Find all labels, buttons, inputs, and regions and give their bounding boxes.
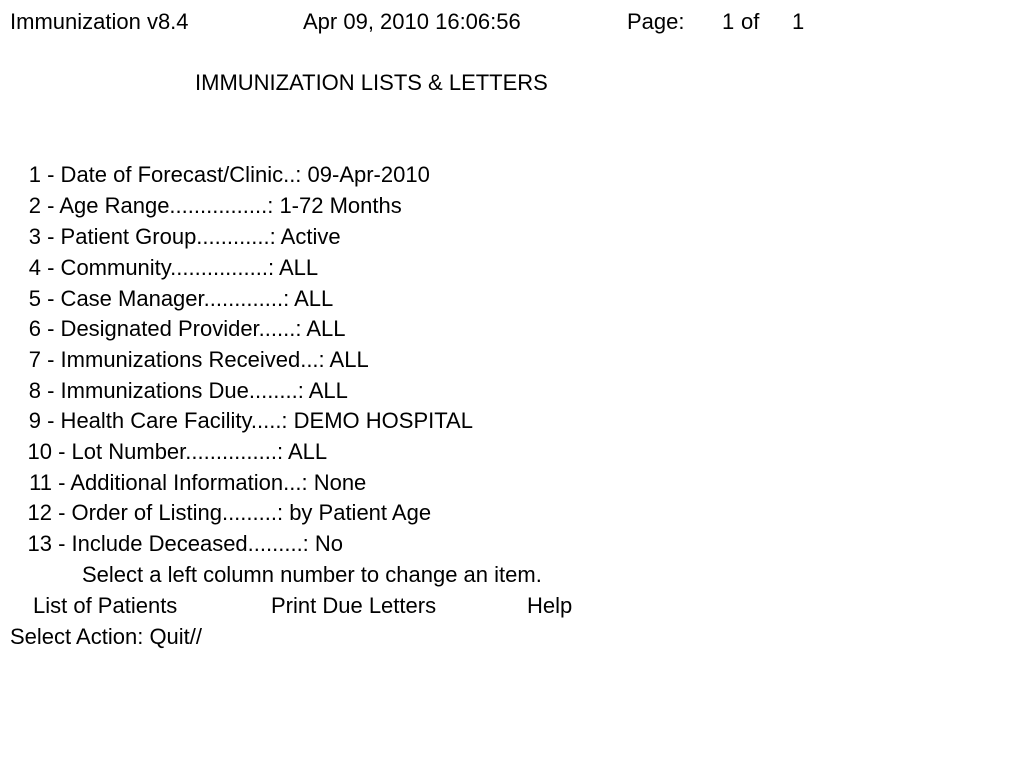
item-number: 8 [28,378,41,403]
item-text: - Case Manager.............: ALL [41,286,334,311]
menu-item-designated-provider[interactable] [0,316,346,342]
item-number: 1 [28,162,41,187]
item-text: - Immunizations Due........: ALL [41,378,348,403]
print-due-letters-action[interactable]: Print Due Letters [271,593,437,618]
item-text: - Designated Provider......: ALL [41,316,346,341]
menu-item-age-range[interactable] [0,193,402,219]
page-title: IMMUNIZATION LISTS & LETTERS [195,70,548,95]
menu-item-date-of-forecast[interactable] [0,162,430,188]
menu-item-immunizations-due[interactable] [0,378,348,404]
item-text: - Health Care Facility.....: DEMO HOSPITAL [41,408,473,433]
item-number: 4 [28,255,41,280]
item-text: - Additional Information...: None [52,470,367,495]
item-number: 7 [28,347,41,372]
menu-item-case-manager[interactable] [0,286,333,312]
item-number: 12 [27,500,52,525]
instruction-text: Select a left column number to change an item. [82,562,542,587]
item-text: - Immunizations Received...: ALL [41,347,369,372]
item-text: - Include Deceased.........: No [52,531,344,556]
item-number: 5 [28,286,41,311]
actions-bar [0,593,1024,619]
list-of-patients-action[interactable]: List of Patients [33,593,178,618]
item-number: 11 [29,470,52,495]
header-line [0,9,1024,35]
item-text: - Patient Group............: Active [41,224,341,249]
menu-item-community[interactable] [0,255,318,281]
menu-item-immunizations-received[interactable] [0,347,369,373]
header-datetime: Apr 09, 2010 16:06:56 [303,9,521,34]
item-number: 10 [27,439,52,464]
select-action-prompt[interactable] [10,624,202,650]
menu-item-include-deceased[interactable] [0,531,343,557]
item-text: - Age Range................: 1-72 Months [41,193,402,218]
page-current: 1 [722,9,735,34]
page-total: 1 [792,9,805,34]
item-number: 9 [28,408,41,433]
menu-item-health-care-facility[interactable] [0,408,473,434]
item-number: 2 [28,193,41,218]
item-number: 13 [27,531,52,556]
item-text: - Lot Number...............: ALL [52,439,328,464]
page-label: Page: [627,9,685,34]
menu-item-patient-group[interactable] [0,224,341,250]
item-text: - Order of Listing.........: by Patient Age [52,500,432,525]
select-action-label: Select Action: [10,624,144,649]
select-action-default[interactable]: Quit// [149,624,203,649]
item-number: 3 [28,224,41,249]
app-version: Immunization v8.4 [10,9,189,34]
menu-item-lot-number[interactable] [0,439,327,465]
item-text: - Date of Forecast/Clinic..: 09-Apr-2010 [41,162,430,187]
page-of-label: of [741,9,760,34]
menu-item-additional-information[interactable] [0,470,366,496]
item-text: - Community................: ALL [41,255,319,280]
item-number: 6 [28,316,41,341]
menu-item-order-of-listing[interactable] [0,500,431,526]
help-action[interactable]: Help [527,593,573,618]
